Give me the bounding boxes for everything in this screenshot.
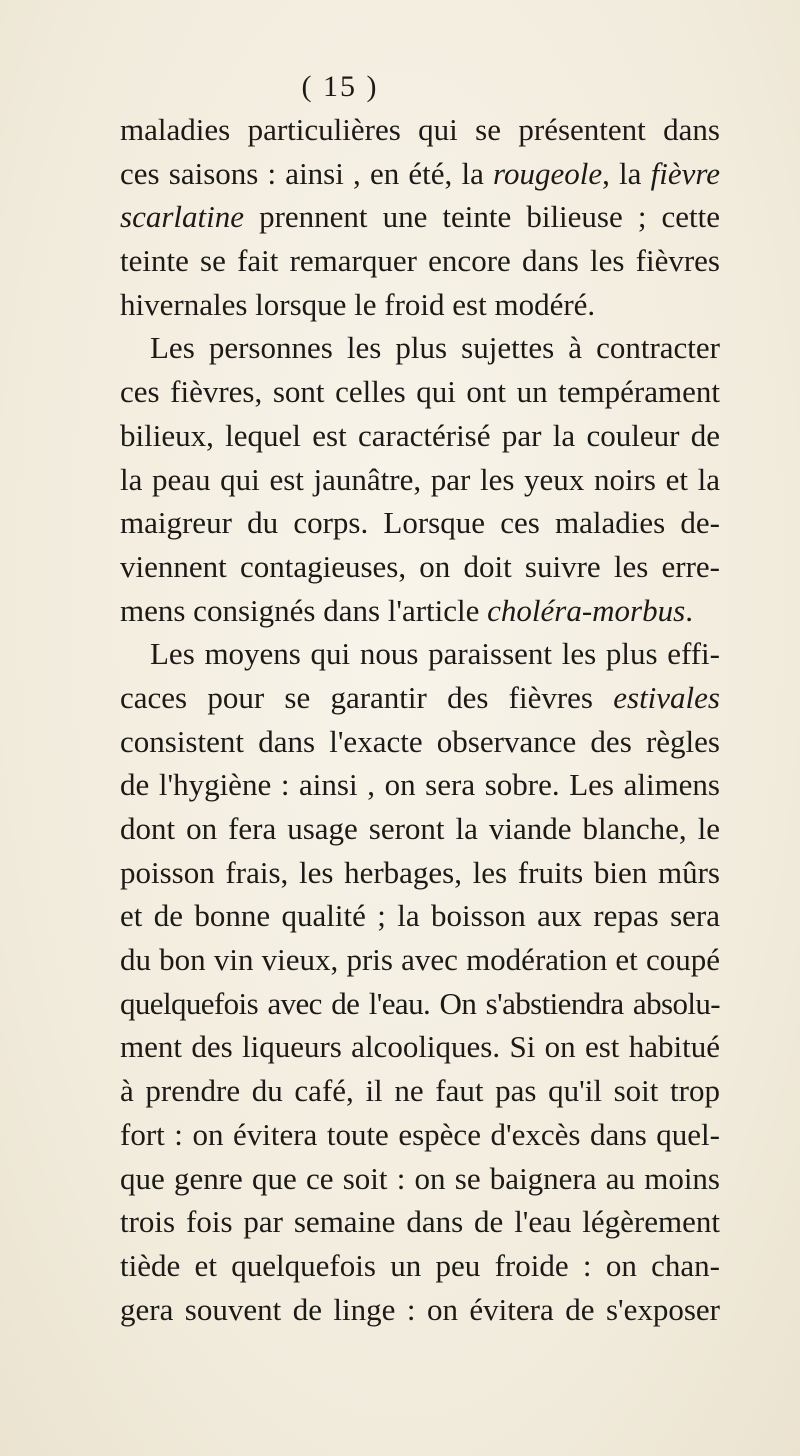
text-line: teinte se fait remarquer encore dans les fièvres bbox=[120, 243, 720, 279]
text-line: poisson frais, les herbages, les fruits bien mûrs bbox=[120, 854, 720, 890]
text-line: fort : on évitera toute espèce d'excès dans quel- bbox=[120, 1116, 720, 1152]
italic-term: estivales bbox=[613, 679, 720, 715]
text-line: viennent contagieuses, on doit suivre les erre- bbox=[120, 548, 720, 584]
text-line: dont on fera usage seront la viande blanche, le bbox=[120, 811, 720, 846]
italic-term: choléra-morbus bbox=[487, 592, 686, 628]
text-line: bilieux, lequel est caractérisé par la couleur de bbox=[120, 417, 720, 453]
text-line: maigreur du corps. Lorsque ces maladies de- bbox=[120, 505, 720, 541]
text-line: gera souvent de linge : on évitera de s'exposer bbox=[120, 1291, 720, 1327]
text-line: de l'hygiène : ainsi , on sera sobre. Les alimens bbox=[120, 767, 720, 803]
page-number: ( 15 ) bbox=[301, 70, 379, 103]
italic-term: fièvre bbox=[650, 155, 721, 191]
text-line: scarlatine prennent une teinte bilieuse ; cette bbox=[120, 199, 720, 235]
text-line: la peau qui est jaunâtre, par les yeux noirs et la bbox=[120, 461, 720, 497]
italic-term: scarlatine bbox=[120, 199, 244, 235]
text-line: trois fois par semaine dans de l'eau légèrement bbox=[120, 1204, 720, 1240]
text-line: ces fièvres, sont celles qui ont un tempérament bbox=[120, 374, 720, 410]
text-line: ment des liqueurs alcooliques. Si on est habitué bbox=[120, 1029, 720, 1065]
text-line: caces pour se garantir des fièvres estivales bbox=[120, 679, 720, 715]
italic-term: rougeole bbox=[493, 155, 603, 191]
text-line: à prendre du café, il ne faut pas qu'il soit trop bbox=[120, 1073, 720, 1109]
text-line: que genre que ce soit : on se baignera au moins bbox=[120, 1160, 720, 1196]
text-line: hivernales lorsque le froid est modéré. bbox=[120, 286, 596, 322]
paragraph-start-line: Les moyens qui nous paraissent les plus effi- bbox=[150, 636, 720, 672]
text-line: consistent dans l'exacte observance des règles bbox=[120, 723, 720, 759]
text-line: ces saisons : ainsi , en été, la rougeole, la fièvre bbox=[120, 155, 721, 191]
paragraph-start-line: Les personnes les plus sujettes à contracter bbox=[150, 330, 720, 366]
text-line: maladies particulières qui se présentent dans bbox=[120, 112, 720, 147]
text-line: mens consignés dans l'article choléra-morbus. bbox=[120, 592, 693, 628]
text-line: du bon vin vieux, pris avec modération et coupé bbox=[120, 942, 720, 978]
text-line: tiède et quelquefois un peu froide : on chan- bbox=[120, 1247, 720, 1283]
body-text bbox=[120, 108, 720, 1331]
text-line: quelquefois avec de l'eau. On s'abstiendra absolu- bbox=[120, 985, 720, 1021]
text-line: et de bonne qualité ; la boisson aux repas sera bbox=[120, 898, 720, 934]
